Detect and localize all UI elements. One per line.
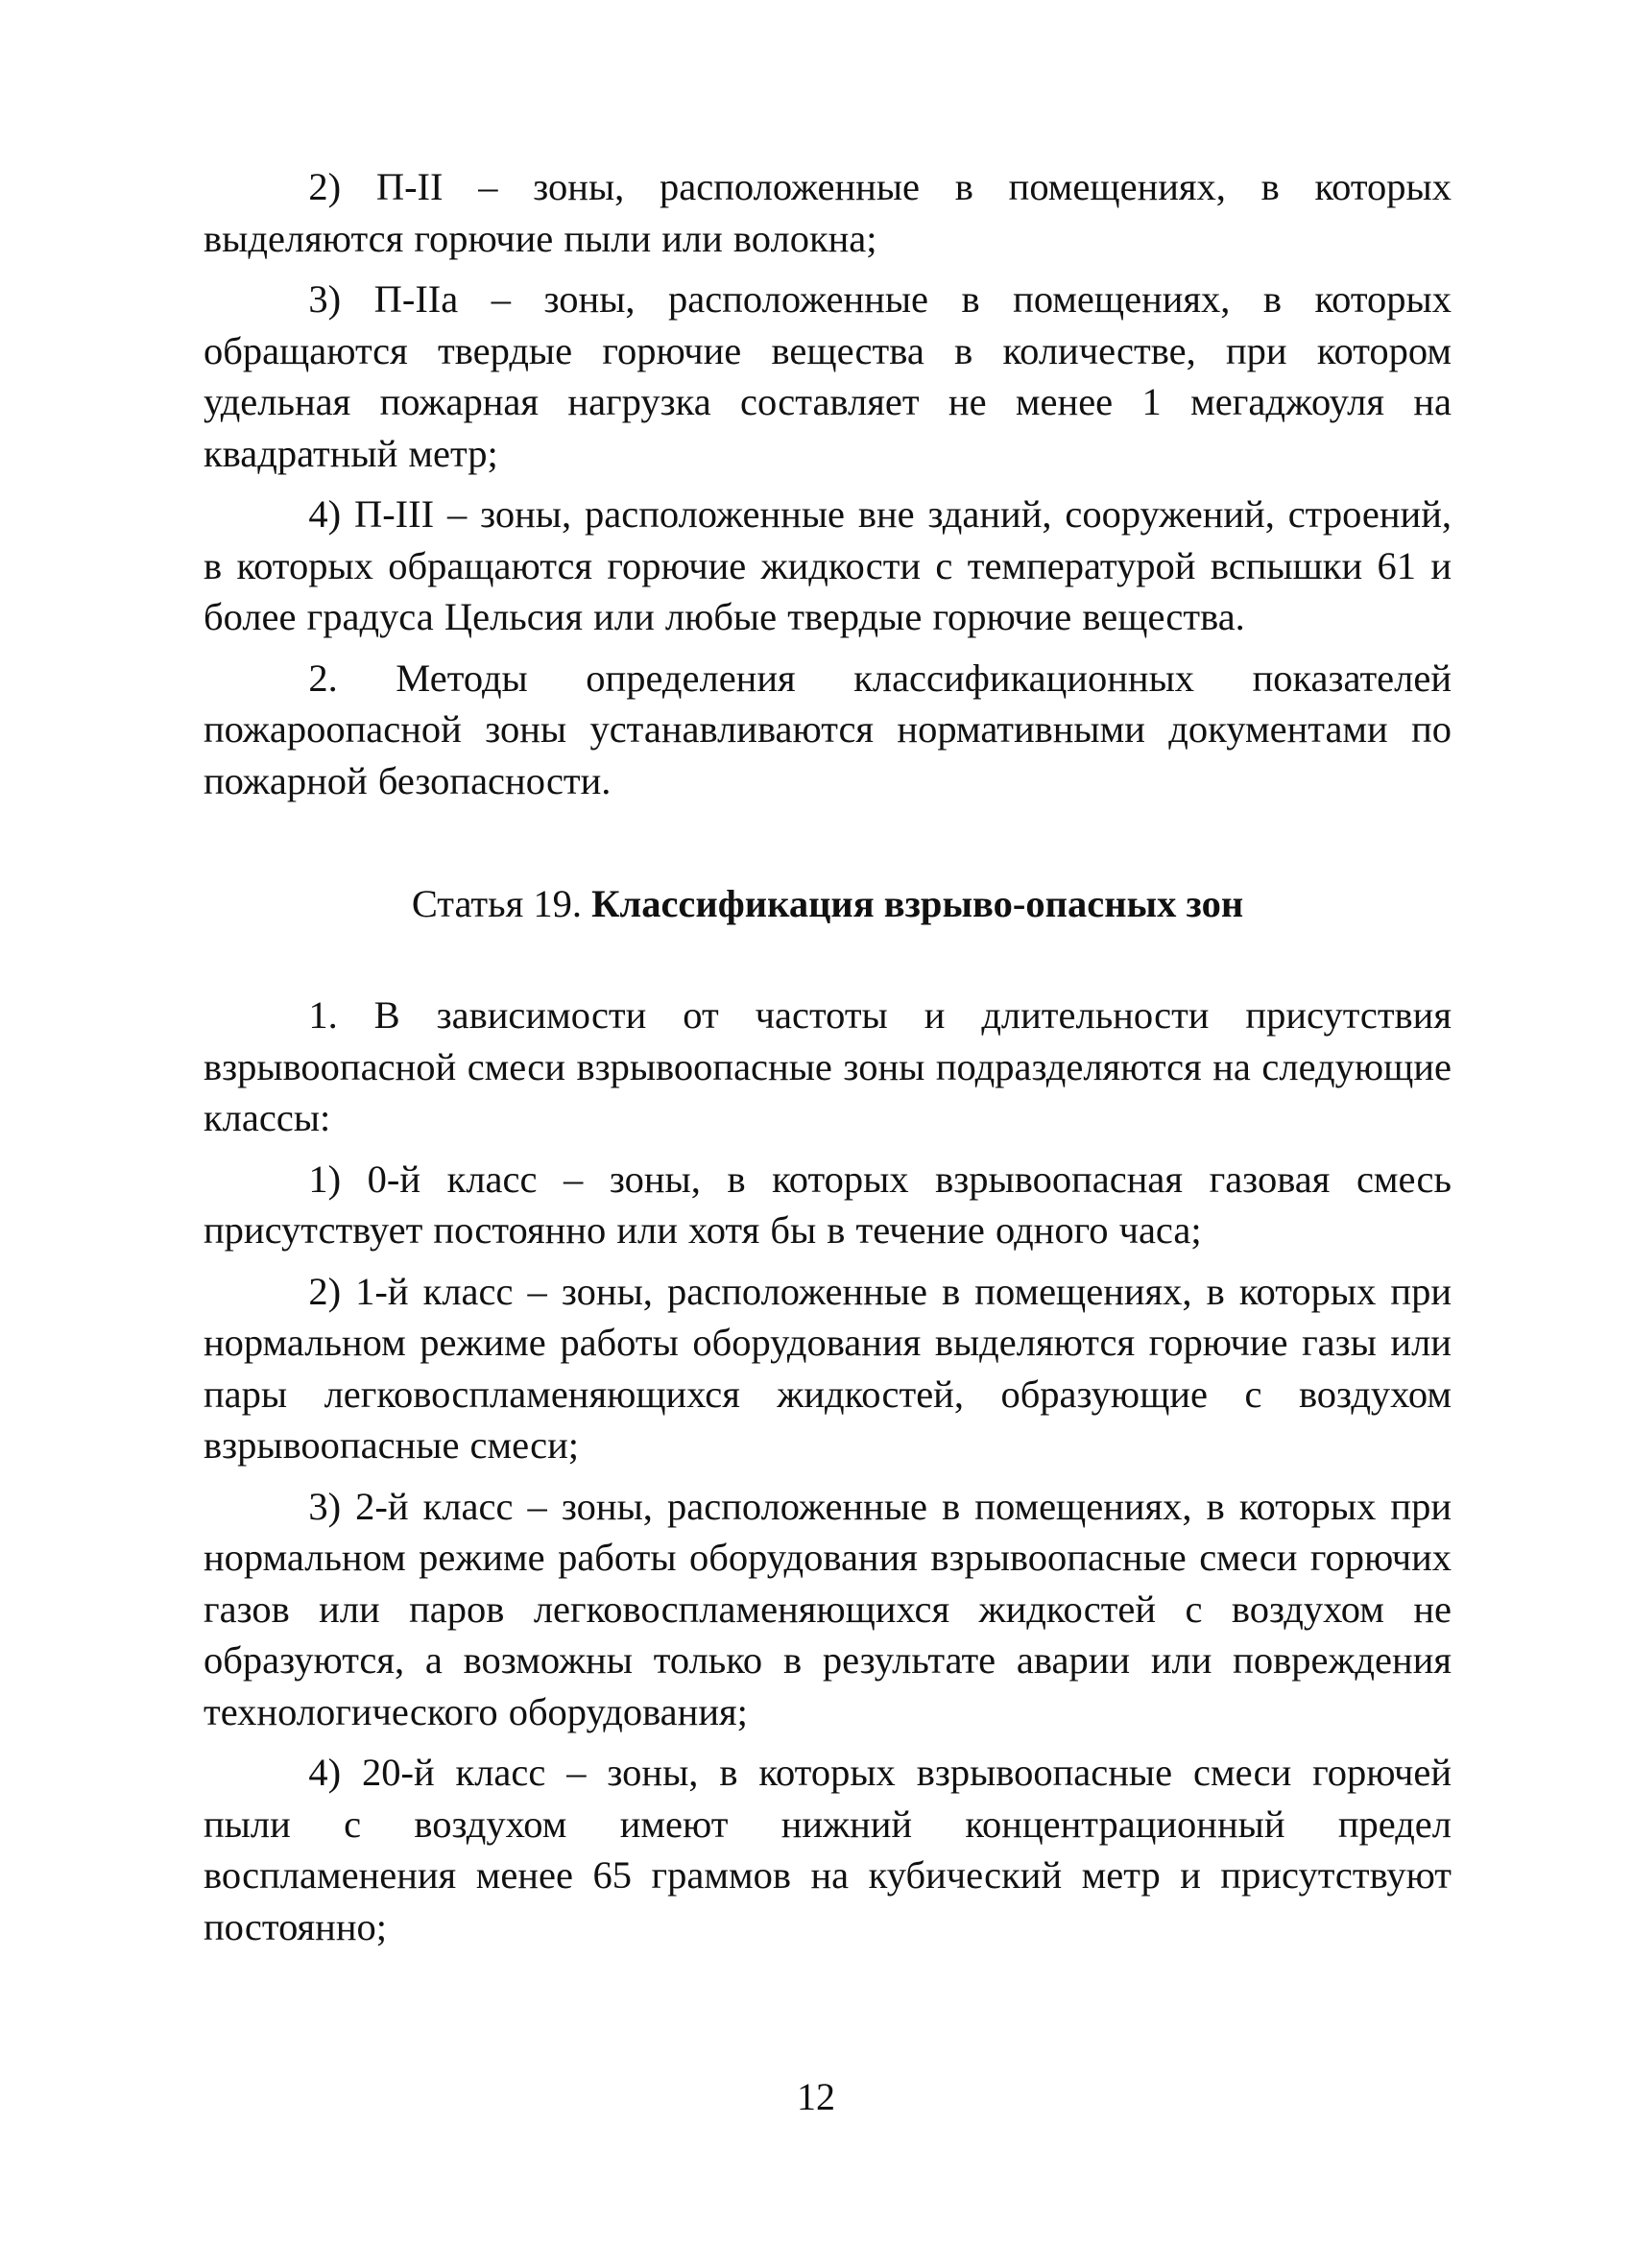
paragraph-class-0: 1) 0-й класс – зоны, в которых взрывоопасная газовая смесь присутствует постоянно или хотя бы в течение одного часа;	[204, 1157, 1452, 1252]
paragraph-class-1: 2) 1-й класс – зоны, расположенные в помещениях, в которых при нормальном режиме работы оборудования выделяются горючие газы или пары легковоспламеняющихся жидкостей, образующие с воздухом взрывоопасные смеси;	[204, 1269, 1452, 1467]
paragraph-methods: 2. Методы определения классификационных показателей пожароопасной зоны устанавливаются нормативными документами по пожарной безопасности.	[204, 656, 1452, 802]
paragraph-zone-p-iii: 4) П-III – зоны, расположенные вне зданий, сооружений, строений, в которых обращаются горючие жидкости с температурой вспышки 61 и более градуса Цельсия или любые твердые горючие вещества.	[204, 492, 1452, 638]
article-prefix: Статья 19.	[411, 882, 582, 925]
paragraph-class-20: 4) 20-й класс – зоны, в которых взрывоопасные смеси горючей пыли с воздухом имеют нижний концентрационный предел воспламенения менее 65 граммов на кубический метр и присутствуют постоянно;	[204, 1751, 1452, 1948]
paragraph-classes-intro: 1. В зависимости от частоты и длительности присутствия взрывоопасной смеси взрывоопасные зоны подразделяются на следующие классы:	[204, 993, 1452, 1139]
document-page	[204, 161, 1452, 1962]
paragraph-zone-p-iia: 3) П-IIа – зоны, расположенные в помещениях, в которых обращаются твердые горючие вещества в количестве, при котором удельная пожарная нагрузка составляет не менее 1 мегаджоуля на квадратный метр;	[204, 277, 1452, 475]
page-number: 12	[797, 2075, 835, 2118]
article-title: Классификация взрыво-опасных зон	[591, 882, 1244, 925]
article-heading	[204, 878, 1452, 930]
paragraph-zone-p-ii: 2) П-II – зоны, расположенные в помещениях, в которых выделяются горючие пыли или волокна;	[204, 165, 1452, 260]
paragraph-class-2: 3) 2-й класс – зоны, расположенные в помещениях, в которых при нормальном режиме работы оборудования взрывоопасные смеси горючих газов или паров легковоспламеняющихся жидкостей с воздухом не образуются, а возможны только в результате аварии или повреждения технологического оборудования;	[204, 1484, 1452, 1733]
